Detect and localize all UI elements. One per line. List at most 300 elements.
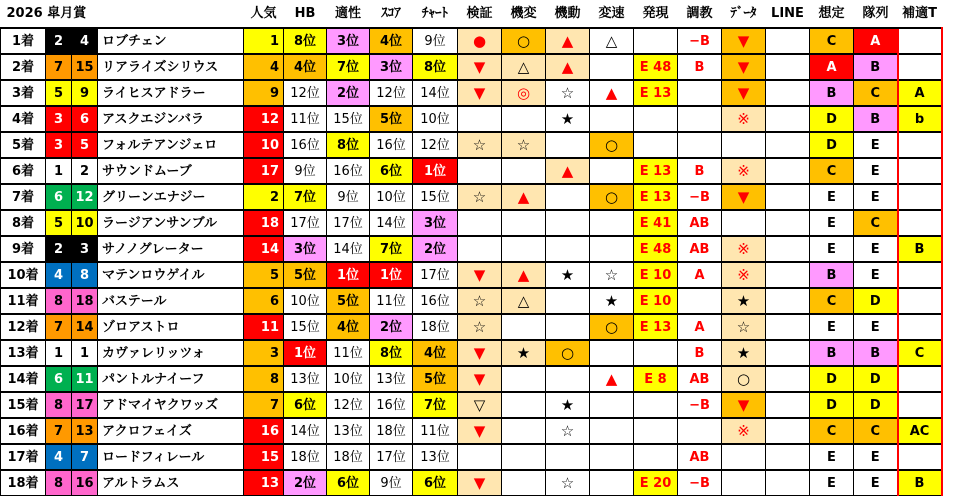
mark-hoteki	[898, 54, 942, 80]
horse-number: 12	[72, 184, 98, 210]
horse-name: グリーンエナジー	[98, 184, 244, 210]
rank-hb: 18位	[284, 444, 327, 470]
mark-hensoku	[590, 158, 634, 184]
mark-ken: ▼	[458, 340, 502, 366]
mark-line	[766, 314, 810, 340]
horse-number: 13	[72, 418, 98, 444]
horse-number: 1	[72, 340, 98, 366]
mark-data: ★	[722, 340, 766, 366]
horse-name: パントルナイーフ	[98, 366, 244, 392]
rank-hb: 9位	[284, 158, 327, 184]
mark-kido: ★	[546, 106, 590, 132]
mark-data: ▼	[722, 54, 766, 80]
mark-ken: ▼	[458, 80, 502, 106]
col-tairetsu: 隊列	[862, 6, 889, 21]
popularity: 5	[244, 262, 284, 288]
mark-ken: ▼	[458, 418, 502, 444]
mark-data	[722, 470, 766, 496]
mark-hoteki: b	[898, 106, 942, 132]
mark-kido: ★	[546, 262, 590, 288]
horse-name: マテンロウゲイル	[98, 262, 244, 288]
rank-tek: 8位	[327, 132, 370, 158]
mark-tai: B	[854, 54, 898, 80]
popularity: 9	[244, 80, 284, 106]
mark-hoteki	[898, 210, 942, 236]
gate-number: 8	[46, 470, 72, 496]
gate-number: 3	[46, 132, 72, 158]
mark-chokyo: A	[678, 262, 722, 288]
finish-position: 18着	[1, 470, 46, 496]
mark-kihen: ◎	[502, 80, 546, 106]
gate-number: 5	[46, 210, 72, 236]
mark-sotei: C	[810, 28, 854, 54]
finish-position: 9着	[1, 236, 46, 262]
rank-score: 6位	[370, 158, 413, 184]
popularity: 14	[244, 236, 284, 262]
horse-name: ラージアンサンブル	[98, 210, 244, 236]
mark-chokyo: AB	[678, 236, 722, 262]
mark-sotei: D	[810, 132, 854, 158]
rank-score: 2位	[370, 314, 413, 340]
result-row	[1, 288, 942, 314]
popularity: 3	[244, 340, 284, 366]
col-hatsugen: 発現	[642, 6, 669, 21]
mark-hensoku	[590, 236, 634, 262]
mark-hoteki	[898, 366, 942, 392]
mark-kido	[546, 444, 590, 470]
rank-chart: 11位	[413, 418, 458, 444]
result-row	[1, 262, 942, 288]
mark-kihen	[502, 444, 546, 470]
mark-hensoku: ○	[590, 132, 634, 158]
horse-number: 6	[72, 106, 98, 132]
rank-hb: 6位	[284, 392, 327, 418]
mark-chokyo: −B	[678, 392, 722, 418]
result-row	[1, 314, 942, 340]
finish-position: 7着	[1, 184, 46, 210]
mark-sotei: E	[810, 314, 854, 340]
gate-number: 8	[46, 288, 72, 314]
mark-hoteki	[898, 444, 942, 470]
col-kido: 機動	[554, 6, 581, 21]
mark-hensoku: ★	[590, 288, 634, 314]
mark-sotei: E	[810, 236, 854, 262]
mark-sotei: C	[810, 418, 854, 444]
rank-tek: 7位	[327, 54, 370, 80]
rank-chart: 1位	[413, 158, 458, 184]
rank-hb: 3位	[284, 236, 327, 262]
rank-score: 3位	[370, 54, 413, 80]
mark-line	[766, 366, 810, 392]
rank-chart: 5位	[413, 366, 458, 392]
mark-kihen: △	[502, 54, 546, 80]
rank-tek: 17位	[327, 210, 370, 236]
rank-score: 16位	[370, 132, 413, 158]
rank-hb: 2位	[284, 470, 327, 496]
finish-position: 4着	[1, 106, 46, 132]
mark-hatsu: E 48	[634, 236, 678, 262]
popularity: 6	[244, 288, 284, 314]
mark-line	[766, 132, 810, 158]
horse-number: 16	[72, 470, 98, 496]
popularity: 12	[244, 106, 284, 132]
rank-score: 14位	[370, 210, 413, 236]
horse-name: アルトラムス	[98, 470, 244, 496]
finish-position: 2着	[1, 54, 46, 80]
horse-name: カヴァレリッツォ	[98, 340, 244, 366]
popularity: 17	[244, 158, 284, 184]
mark-chokyo: −B	[678, 470, 722, 496]
result-row	[1, 106, 942, 132]
header-row	[1, 0, 942, 28]
col-verify: 検証	[466, 6, 493, 21]
rank-score: 9位	[370, 470, 413, 496]
horse-name: フォルテアンジェロ	[98, 132, 244, 158]
mark-kihen	[502, 366, 546, 392]
mark-kihen	[502, 418, 546, 444]
mark-ken: ▼	[458, 262, 502, 288]
mark-chokyo: B	[678, 158, 722, 184]
mark-sotei: E	[810, 210, 854, 236]
mark-kihen	[502, 392, 546, 418]
mark-tai: B	[854, 340, 898, 366]
mark-line	[766, 340, 810, 366]
mark-ken	[458, 210, 502, 236]
mark-line	[766, 236, 810, 262]
mark-tai: E	[854, 314, 898, 340]
mark-data: ○	[722, 366, 766, 392]
mark-ken: ☆	[458, 288, 502, 314]
mark-kido: ☆	[546, 418, 590, 444]
mark-data: ※	[722, 158, 766, 184]
col-chart: ﾁｬｰﾄ	[422, 6, 448, 21]
mark-kihen: ☆	[502, 132, 546, 158]
mark-kihen	[502, 158, 546, 184]
popularity: 18	[244, 210, 284, 236]
col-popularity: 人気	[250, 6, 277, 21]
col-score: ｽｺｱ	[381, 6, 401, 21]
mark-kihen: ▲	[502, 262, 546, 288]
result-row	[1, 236, 942, 262]
mark-line	[766, 158, 810, 184]
mark-ken: ▼	[458, 470, 502, 496]
gate-number: 4	[46, 262, 72, 288]
rank-score: 13位	[370, 366, 413, 392]
mark-hoteki	[898, 314, 942, 340]
rank-score: 10位	[370, 184, 413, 210]
rank-score: 11位	[370, 288, 413, 314]
rank-tek: 10位	[327, 366, 370, 392]
mark-kido	[546, 236, 590, 262]
mark-tai: D	[854, 366, 898, 392]
finish-position: 10着	[1, 262, 46, 288]
result-row	[1, 80, 942, 106]
col-hoteki: 補適T	[902, 6, 937, 21]
mark-hoteki	[898, 262, 942, 288]
mark-hatsu: E 20	[634, 470, 678, 496]
horse-name: ゾロアストロ	[98, 314, 244, 340]
mark-data: ※	[722, 106, 766, 132]
rank-tek: 13位	[327, 418, 370, 444]
popularity: 10	[244, 132, 284, 158]
mark-hoteki	[898, 28, 942, 54]
mark-kihen	[502, 470, 546, 496]
mark-hensoku: ▲	[590, 366, 634, 392]
horse-name: サノノグレーター	[98, 236, 244, 262]
rank-chart: 3位	[413, 210, 458, 236]
result-row	[1, 340, 942, 366]
mark-hensoku	[590, 54, 634, 80]
horse-name: ロードフィレール	[98, 444, 244, 470]
horse-number: 17	[72, 392, 98, 418]
finish-position: 8着	[1, 210, 46, 236]
mark-data: ※	[722, 418, 766, 444]
horse-number: 8	[72, 262, 98, 288]
mark-chokyo: AB	[678, 444, 722, 470]
mark-kido: ☆	[546, 470, 590, 496]
race-title: 2026 皐月賞	[6, 6, 87, 21]
mark-data: ※	[722, 236, 766, 262]
rank-hb: 12位	[284, 80, 327, 106]
rank-hb: 7位	[284, 184, 327, 210]
mark-hatsu	[634, 444, 678, 470]
mark-line	[766, 184, 810, 210]
finish-position: 5着	[1, 132, 46, 158]
mark-sotei: E	[810, 470, 854, 496]
mark-kido: ▲	[546, 158, 590, 184]
rank-score: 17位	[370, 444, 413, 470]
mark-sotei: B	[810, 80, 854, 106]
rank-hb: 15位	[284, 314, 327, 340]
finish-position: 14着	[1, 366, 46, 392]
mark-chokyo: B	[678, 340, 722, 366]
mark-sotei: D	[810, 366, 854, 392]
mark-tai: C	[854, 80, 898, 106]
col-training: 調教	[686, 6, 713, 21]
popularity: 2	[244, 184, 284, 210]
rank-tek: 6位	[327, 470, 370, 496]
result-row	[1, 418, 942, 444]
col-hensoku: 変速	[598, 6, 625, 21]
mark-hatsu	[634, 418, 678, 444]
finish-position: 11着	[1, 288, 46, 314]
mark-kido: ▲	[546, 28, 590, 54]
popularity: 16	[244, 418, 284, 444]
mark-hatsu: E 10	[634, 262, 678, 288]
horse-number: 11	[72, 366, 98, 392]
mark-hatsu	[634, 340, 678, 366]
mark-sotei: D	[810, 106, 854, 132]
rank-chart: 12位	[413, 132, 458, 158]
mark-chokyo	[678, 80, 722, 106]
mark-ken	[458, 444, 502, 470]
rank-chart: 9位	[413, 28, 458, 54]
mark-kihen: ○	[502, 28, 546, 54]
mark-line	[766, 28, 810, 54]
result-row	[1, 470, 942, 496]
mark-kihen: △	[502, 288, 546, 314]
rank-chart: 10位	[413, 106, 458, 132]
finish-position: 13着	[1, 340, 46, 366]
col-sotei: 想定	[818, 6, 845, 21]
mark-hatsu: E 48	[634, 54, 678, 80]
rank-tek: 1位	[327, 262, 370, 288]
mark-ken: ▼	[458, 366, 502, 392]
rank-tek: 15位	[327, 106, 370, 132]
mark-tai: E	[854, 236, 898, 262]
mark-line	[766, 54, 810, 80]
mark-kido	[546, 366, 590, 392]
mark-hatsu: E 13	[634, 80, 678, 106]
mark-sotei: B	[810, 262, 854, 288]
horse-name: ロブチェン	[98, 28, 244, 54]
rank-hb: 17位	[284, 210, 327, 236]
horse-name: アクロフェイズ	[98, 418, 244, 444]
mark-kihen	[502, 106, 546, 132]
popularity: 11	[244, 314, 284, 340]
mark-chokyo	[678, 106, 722, 132]
rank-tek: 14位	[327, 236, 370, 262]
gate-number: 2	[46, 28, 72, 54]
gate-number: 6	[46, 184, 72, 210]
horse-name: バステール	[98, 288, 244, 314]
mark-hatsu: E 41	[634, 210, 678, 236]
mark-data	[722, 132, 766, 158]
rank-tek: 18位	[327, 444, 370, 470]
rank-score: 16位	[370, 392, 413, 418]
finish-position: 17着	[1, 444, 46, 470]
rank-chart: 6位	[413, 470, 458, 496]
mark-kihen	[502, 236, 546, 262]
result-row	[1, 54, 942, 80]
mark-hensoku: ○	[590, 314, 634, 340]
mark-data	[722, 210, 766, 236]
mark-chokyo: A	[678, 314, 722, 340]
mark-hoteki: B	[898, 470, 942, 496]
rank-hb: 14位	[284, 418, 327, 444]
mark-hatsu	[634, 106, 678, 132]
horse-number: 4	[72, 28, 98, 54]
rank-score: 4位	[370, 28, 413, 54]
rank-score: 12位	[370, 80, 413, 106]
mark-hensoku	[590, 444, 634, 470]
mark-tai: D	[854, 288, 898, 314]
mark-tai: E	[854, 158, 898, 184]
mark-hensoku: △	[590, 28, 634, 54]
rank-score: 7位	[370, 236, 413, 262]
rank-hb: 13位	[284, 366, 327, 392]
mark-hoteki	[898, 288, 942, 314]
mark-hatsu: E 8	[634, 366, 678, 392]
mark-sotei: C	[810, 158, 854, 184]
rank-chart: 18位	[413, 314, 458, 340]
mark-line	[766, 392, 810, 418]
rank-score: 18位	[370, 418, 413, 444]
rank-hb: 10位	[284, 288, 327, 314]
mark-tai: E	[854, 262, 898, 288]
result-row	[1, 210, 942, 236]
mark-chokyo	[678, 418, 722, 444]
mark-kido	[546, 288, 590, 314]
mark-hoteki	[898, 158, 942, 184]
gate-number: 1	[46, 340, 72, 366]
mark-tai: A	[854, 28, 898, 54]
horse-name: サウンドムーブ	[98, 158, 244, 184]
mark-data: ▼	[722, 392, 766, 418]
mark-ken	[458, 236, 502, 262]
mark-ken: ▼	[458, 54, 502, 80]
gate-number: 5	[46, 80, 72, 106]
rank-hb: 1位	[284, 340, 327, 366]
horse-name: リアライズシリウス	[98, 54, 244, 80]
result-row	[1, 28, 942, 54]
finish-position: 15着	[1, 392, 46, 418]
mark-line	[766, 288, 810, 314]
mark-chokyo: AB	[678, 366, 722, 392]
rank-tek: 11位	[327, 340, 370, 366]
rank-hb: 4位	[284, 54, 327, 80]
rank-score: 1位	[370, 262, 413, 288]
rank-score: 8位	[370, 340, 413, 366]
finish-position: 16着	[1, 418, 46, 444]
mark-hatsu: E 13	[634, 184, 678, 210]
popularity: 1	[244, 28, 284, 54]
mark-chokyo: −B	[678, 184, 722, 210]
result-row	[1, 158, 942, 184]
gate-number: 8	[46, 392, 72, 418]
mark-line	[766, 262, 810, 288]
col-hb: HB	[294, 6, 316, 21]
mark-sotei: A	[810, 54, 854, 80]
mark-sotei: D	[810, 392, 854, 418]
rank-chart: 4位	[413, 340, 458, 366]
rank-tek: 2位	[327, 80, 370, 106]
col-kihen: 機変	[510, 6, 537, 21]
rank-chart: 7位	[413, 392, 458, 418]
mark-kihen: ★	[502, 340, 546, 366]
mark-ken	[458, 158, 502, 184]
mark-hoteki	[898, 392, 942, 418]
mark-hensoku: ○	[590, 184, 634, 210]
gate-number: 1	[46, 158, 72, 184]
mark-hoteki: A	[898, 80, 942, 106]
rank-tek: 12位	[327, 392, 370, 418]
rank-chart: 17位	[413, 262, 458, 288]
mark-hensoku	[590, 340, 634, 366]
mark-tai: E	[854, 184, 898, 210]
rank-chart: 2位	[413, 236, 458, 262]
mark-hensoku: ☆	[590, 262, 634, 288]
mark-hensoku	[590, 470, 634, 496]
popularity: 15	[244, 444, 284, 470]
mark-tai: D	[854, 392, 898, 418]
mark-tai: B	[854, 106, 898, 132]
mark-chokyo: B	[678, 54, 722, 80]
mark-ken: ●	[458, 28, 502, 54]
horse-name: アドマイヤクワッズ	[98, 392, 244, 418]
mark-tai: E	[854, 132, 898, 158]
mark-hensoku	[590, 418, 634, 444]
gate-number: 7	[46, 314, 72, 340]
rank-chart: 13位	[413, 444, 458, 470]
mark-line	[766, 210, 810, 236]
mark-hatsu	[634, 132, 678, 158]
gate-number: 3	[46, 106, 72, 132]
mark-hoteki	[898, 184, 942, 210]
mark-kido	[546, 314, 590, 340]
mark-kido: ○	[546, 340, 590, 366]
col-aptitude: 適性	[334, 6, 361, 21]
